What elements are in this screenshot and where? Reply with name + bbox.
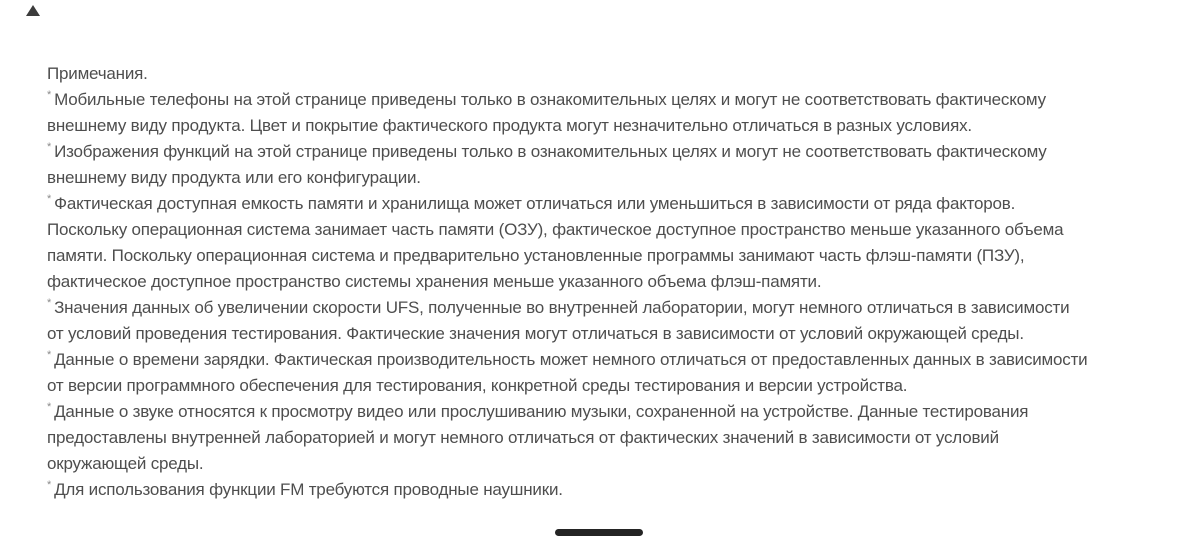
note-item [47,477,1089,503]
footnote-asterisk: * [47,193,52,206]
note-item [47,139,1089,191]
footnote-asterisk: * [47,349,52,362]
footnote-asterisk: * [47,89,52,102]
note-text: Для использования функции FM требуются проводные наушники. [54,480,563,499]
footnote-asterisk: * [47,141,52,154]
notes-list [47,87,1089,503]
note-item [47,399,1089,477]
note-text: Данные о времени зарядки. Фактическая производительность может немного отличаться от предоставленных данных в зависимости от версии программного обеспечения для тестирования, конкретной среды тестирования и версии устройства. [47,350,1088,395]
notes-heading: Примечания. [47,64,148,83]
home-indicator-bar [555,529,643,536]
corner-triangle-icon [26,5,40,16]
footnote-asterisk: * [47,401,52,414]
note-item [47,295,1089,347]
footnote-asterisk: * [47,297,52,310]
note-item [47,347,1089,399]
note-text: Значения данных об увеличении скорости UFS, полученные во внутренней лаборатории, могут немного отличаться в зависимости от условий проведения тестирования. Фактические значения могут отличаться в зависимости от условий окружающей среды. [47,298,1070,343]
note-text: Мобильные телефоны на этой странице приведены только в ознакомительных целях и могут не соответствовать фактическому внешнему виду продукта. Цвет и покрытие фактического продукта могут незначительно отличаться в разных условиях. [47,90,1046,135]
footnotes-section [47,61,1089,503]
note-text: Данные о звуке относятся к просмотру видео или прослушиванию музыки, сохраненной на устройстве. Данные тестирования предоставлены внутренней лабораторией и могут немного отличаться от фактических значений в зависимости от условий окружающей среды. [47,402,1029,473]
note-item [47,191,1089,295]
note-text: Фактическая доступная емкость памяти и хранилища может отличаться или уменьшиться в зависимости от ряда факторов. Поскольку операционная система занимает часть памяти (ОЗУ), фактическое доступное пространство меньше указанного объема памяти. Поскольку операционная система и предварительно установленные программы занимают часть флэш-памяти (ПЗУ), фактическое доступное пространство системы хранения меньше указанного объема флэш-памяти. [47,194,1064,291]
footnote-asterisk: * [47,479,52,492]
note-item [47,87,1089,139]
note-text: Изображения функций на этой странице приведены только в ознакомительных целях и могут не соответствовать фактическому внешнему виду продукта или его конфигурации. [47,142,1047,187]
